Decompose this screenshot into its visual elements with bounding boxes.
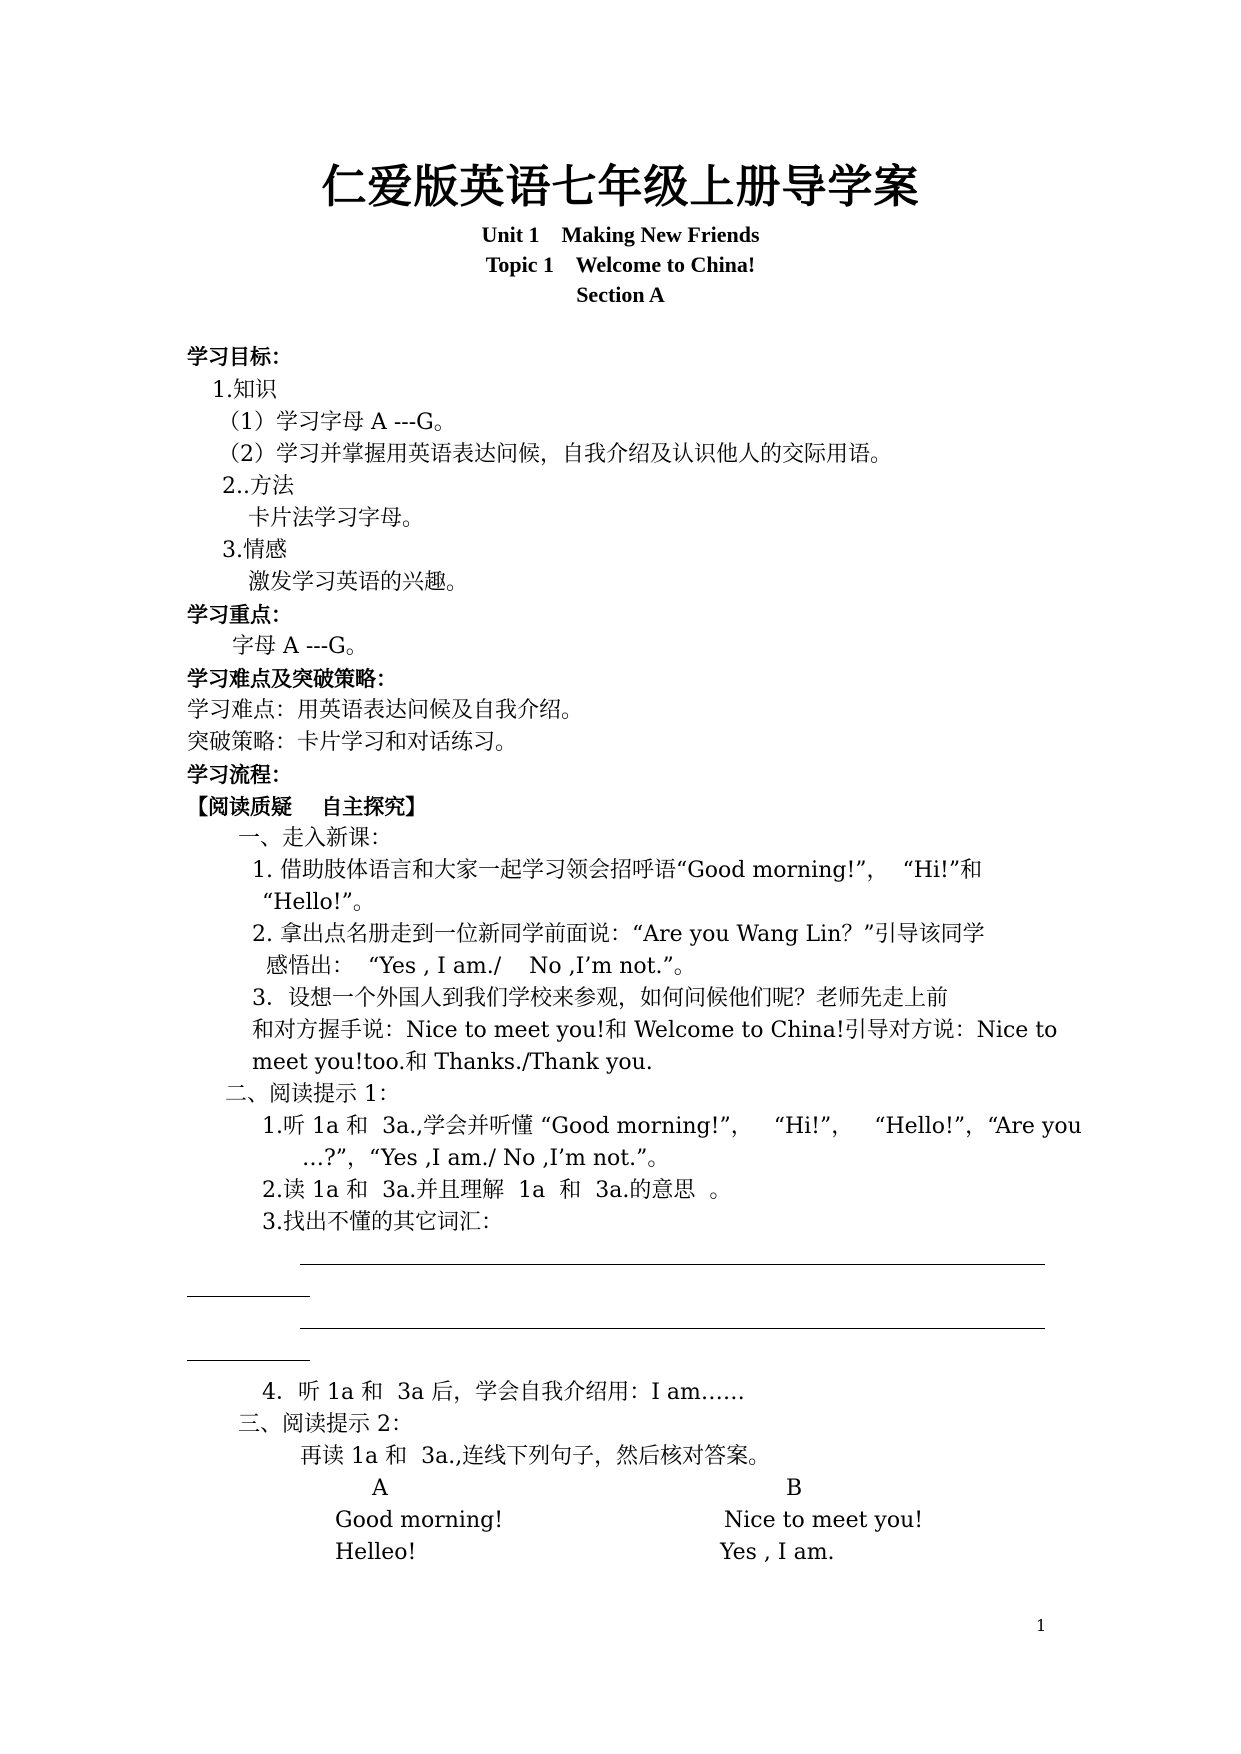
goals-emotion-text: 激发学习英语的兴趣。 — [248, 570, 469, 595]
difficulty-text: 学习难点：用英语表达问候及自我介绍。 — [187, 698, 584, 723]
reading-heading: 【阅读质疑 自主探究】 — [187, 795, 427, 819]
answer-blank-line — [187, 1296, 310, 1297]
part1-item3-line3: meet you!too.和 Thanks./Thank you. — [252, 1050, 653, 1075]
part3-instruction: 再读 1a 和 3a.,连线下列句子，然后核对答案。 — [300, 1444, 771, 1469]
page-number: 1 — [1036, 1616, 1047, 1635]
part2-item1-line1: 1.听 1a 和 3a.,学会并听懂 “Good morning!”， “Hi!”， “Hello!”，“Are you — [262, 1114, 1082, 1139]
column-b-item: Yes , I am. — [720, 1540, 835, 1565]
answer-blank-line — [300, 1264, 1045, 1265]
part1-item1-line1: 1. 借助肢体语言和大家一起学习领会招呼语“Good morning!”， “Hi!”和 — [252, 858, 983, 883]
goals-heading: 学习目标： — [187, 345, 292, 369]
part1-item2-line1: 2. 拿出点名册走到一位新同学前面说：“Are you Wang Lin？”引导该同学 — [252, 922, 985, 947]
part1-item3-line1: 3．设想一个外国人到我们学校来参观，如何问候他们呢？老师先走上前 — [252, 986, 948, 1011]
part1-heading: 一、走入新课： — [238, 826, 393, 851]
column-b-header: B — [786, 1476, 803, 1501]
process-heading: 学习流程： — [187, 763, 292, 787]
column-a-header: A — [372, 1476, 388, 1501]
part2-item1-line2: …?”，“Yes ,I am./ No ,I’m not.”。 — [302, 1146, 670, 1171]
section-heading: Section A — [576, 282, 665, 307]
part2-item4: 4．听 1a 和 3a 后，学会自我介绍用：I am…… — [262, 1380, 745, 1405]
key-heading: 学习重点： — [187, 603, 292, 627]
goals-knowledge-label: 1.知识 — [212, 378, 277, 403]
difficulty-heading: 学习难点及突破策略： — [187, 667, 397, 691]
column-a-item: Helleo! — [335, 1540, 417, 1565]
document-title: 仁爱版英语七年级上册导学案 — [321, 160, 920, 213]
part1-item3-line2: 和对方握手说：Nice to meet you!和 Welcome to China!引导对方说：Nice to — [252, 1018, 1058, 1043]
goals-emotion-label: 3.情感 — [222, 538, 287, 563]
goals-knowledge-item-1: （1）学习字母 A ---G。 — [218, 410, 456, 435]
answer-blank-line — [187, 1360, 310, 1361]
goals-method-label: 2..方法 — [222, 474, 294, 499]
part1-item2-line2: 感悟出： “Yes , I am./ No ,I’m not.”。 — [266, 954, 696, 979]
goals-method-text: 卡片法学习字母。 — [248, 506, 425, 531]
column-b-item: Nice to meet you! — [724, 1508, 924, 1533]
unit-heading: Unit 1 Making New Friends — [481, 222, 760, 247]
part1-item1-line2: “Hello!”。 — [262, 890, 375, 915]
goals-knowledge-item-2: （2）学习并掌握用英语表达问候，自我介绍及认识他人的交际用语。 — [218, 442, 892, 467]
topic-heading: Topic 1 Welcome to China! — [485, 252, 756, 277]
column-a-item: Good morning! — [335, 1508, 504, 1533]
part2-item3: 3.找出不懂的其它词汇： — [262, 1210, 503, 1235]
part3-heading: 三、阅读提示 2： — [238, 1412, 413, 1437]
part2-heading: 二、阅读提示 1： — [225, 1082, 400, 1107]
part2-item2: 2.读 1a 和 3a.并且理解 1a 和 3a.的意思 。 — [262, 1178, 732, 1203]
key-text: 字母 A ---G。 — [232, 634, 368, 659]
answer-blank-line — [300, 1328, 1045, 1329]
strategy-text: 突破策略：卡片学习和对话练习。 — [187, 730, 518, 755]
